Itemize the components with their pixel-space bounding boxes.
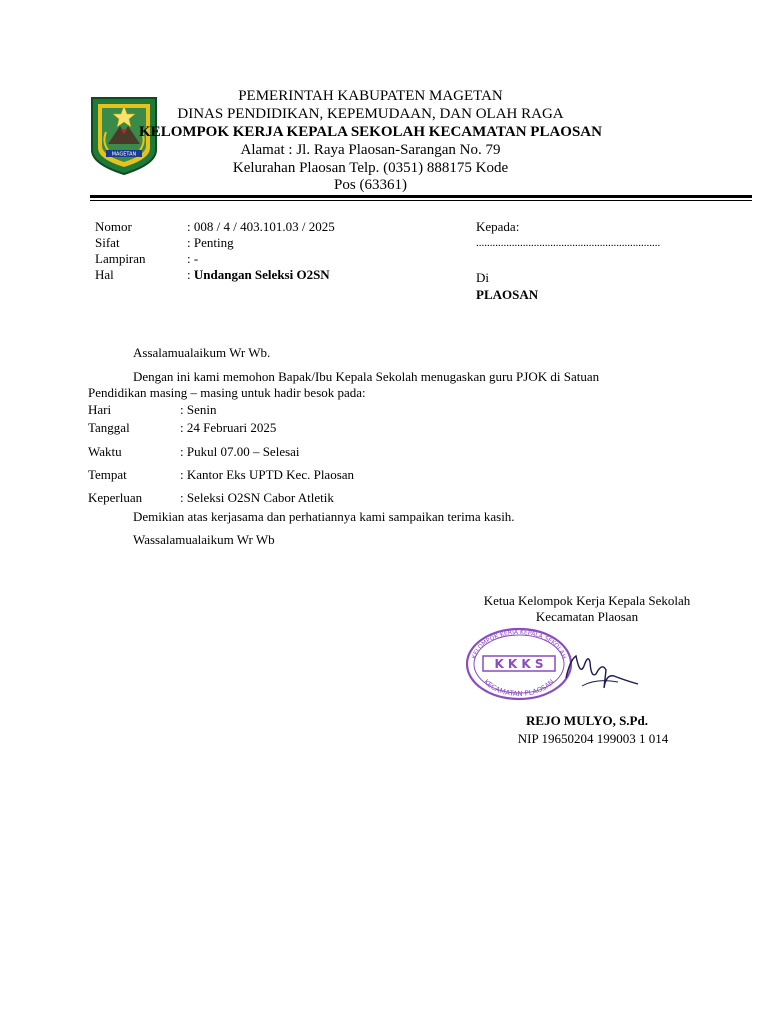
- hal-label: Hal: [95, 267, 114, 282]
- signatory-title-line-1: Ketua Kelompok Kerja Kepala Sekolah: [483, 593, 691, 608]
- recipient-dots: ...................................................................: [476, 237, 661, 249]
- header-divider-thin: [90, 200, 752, 201]
- letterhead-line-phone: Kelurahan Plaosan Telp. (0351) 888175 Kode: [232, 160, 509, 176]
- farewell: Wassalamualaikum Wr Wb: [133, 532, 275, 547]
- signatory-title-line-2: Kecamatan Plaosan: [535, 609, 639, 624]
- greeting: Assalamualaikum Wr Wb.: [133, 345, 271, 360]
- recipient-place: PLAOSAN: [476, 287, 539, 302]
- hal-row: [187, 267, 330, 283]
- tempat-value: : Kantor Eks UPTD Kec. Plaosan: [180, 467, 355, 482]
- paragraph-line-1: Dengan ini kami memohon Bapak/Ibu Kepala Sekolah menugaskan guru PJOK di Satuan: [133, 369, 600, 384]
- tanggal-label: Tanggal: [88, 420, 130, 435]
- paragraph-line-2: Pendidikan masing – masing untuk hadir besok pada:: [88, 385, 366, 400]
- kkks-stamp: [463, 624, 575, 702]
- stamp-bottom-text: KECAMATAN PLAOSAN: [482, 677, 556, 699]
- signatory-nip: NIP 19650204 199003 1 014: [517, 731, 669, 746]
- lampiran-label: Lampiran: [95, 251, 146, 266]
- keperluan-value: : Seleksi O2SN Cabor Atletik: [180, 490, 334, 505]
- nomor-value: : 008 / 4 / 403.101.03 / 2025: [187, 219, 335, 234]
- handwritten-signature: [560, 648, 642, 696]
- hari-label: Hari: [88, 402, 112, 417]
- sifat-label: Sifat: [95, 235, 120, 250]
- signatory-name: REJO MULYO, S.Pd.: [526, 713, 648, 728]
- svg-text:MAGETAN: MAGETAN: [111, 151, 137, 158]
- tempat-label: Tempat: [88, 467, 127, 482]
- letterhead-line-organization: KELOMPOK KERJA KEPALA SEKOLAH KECAMATAN PLAOSAN: [139, 124, 602, 140]
- sifat-value: : Penting: [187, 235, 234, 250]
- recipient-di: Di: [476, 270, 489, 285]
- hal-colon: :: [187, 267, 191, 282]
- stamp-center-text: K K K S: [494, 657, 544, 671]
- letterhead-line-postcode: Pos (63361): [334, 177, 407, 193]
- hari-value: : Senin: [180, 402, 217, 417]
- svg-text:KELOMPOK KERJA KEPALA SEKOLAH: [471, 629, 568, 660]
- header-divider-thick: [90, 195, 752, 198]
- tanggal-value: : 24 Februari 2025: [180, 420, 277, 435]
- waktu-value: : Pukul 07.00 – Selesai: [180, 444, 300, 459]
- stamp-top-text: KELOMPOK KERJA KEPALA SEKOLAH: [470, 628, 568, 660]
- hal-value: Undangan Seleksi O2SN: [193, 267, 330, 282]
- keperluan-label: Keperluan: [88, 490, 143, 505]
- letterhead-line-agency: DINAS PENDIDIKAN, KEPEMUDAAN, DAN OLAH RAGA: [177, 106, 564, 122]
- letterhead-line-address: Alamat : Jl. Raya Plaosan-Sarangan No. 79: [240, 142, 501, 158]
- waktu-label: Waktu: [88, 444, 122, 459]
- recipient-kepada: Kepada:: [476, 219, 520, 234]
- nomor-label: Nomor: [95, 219, 132, 234]
- letterhead-line-government: PEMERINTAH KABUPATEN MAGETAN: [238, 88, 503, 104]
- closing-sentence: Demikian atas kerjasama dan perhatiannya kami sampaikan terima kasih.: [133, 509, 515, 524]
- lampiran-value: : -: [187, 251, 199, 266]
